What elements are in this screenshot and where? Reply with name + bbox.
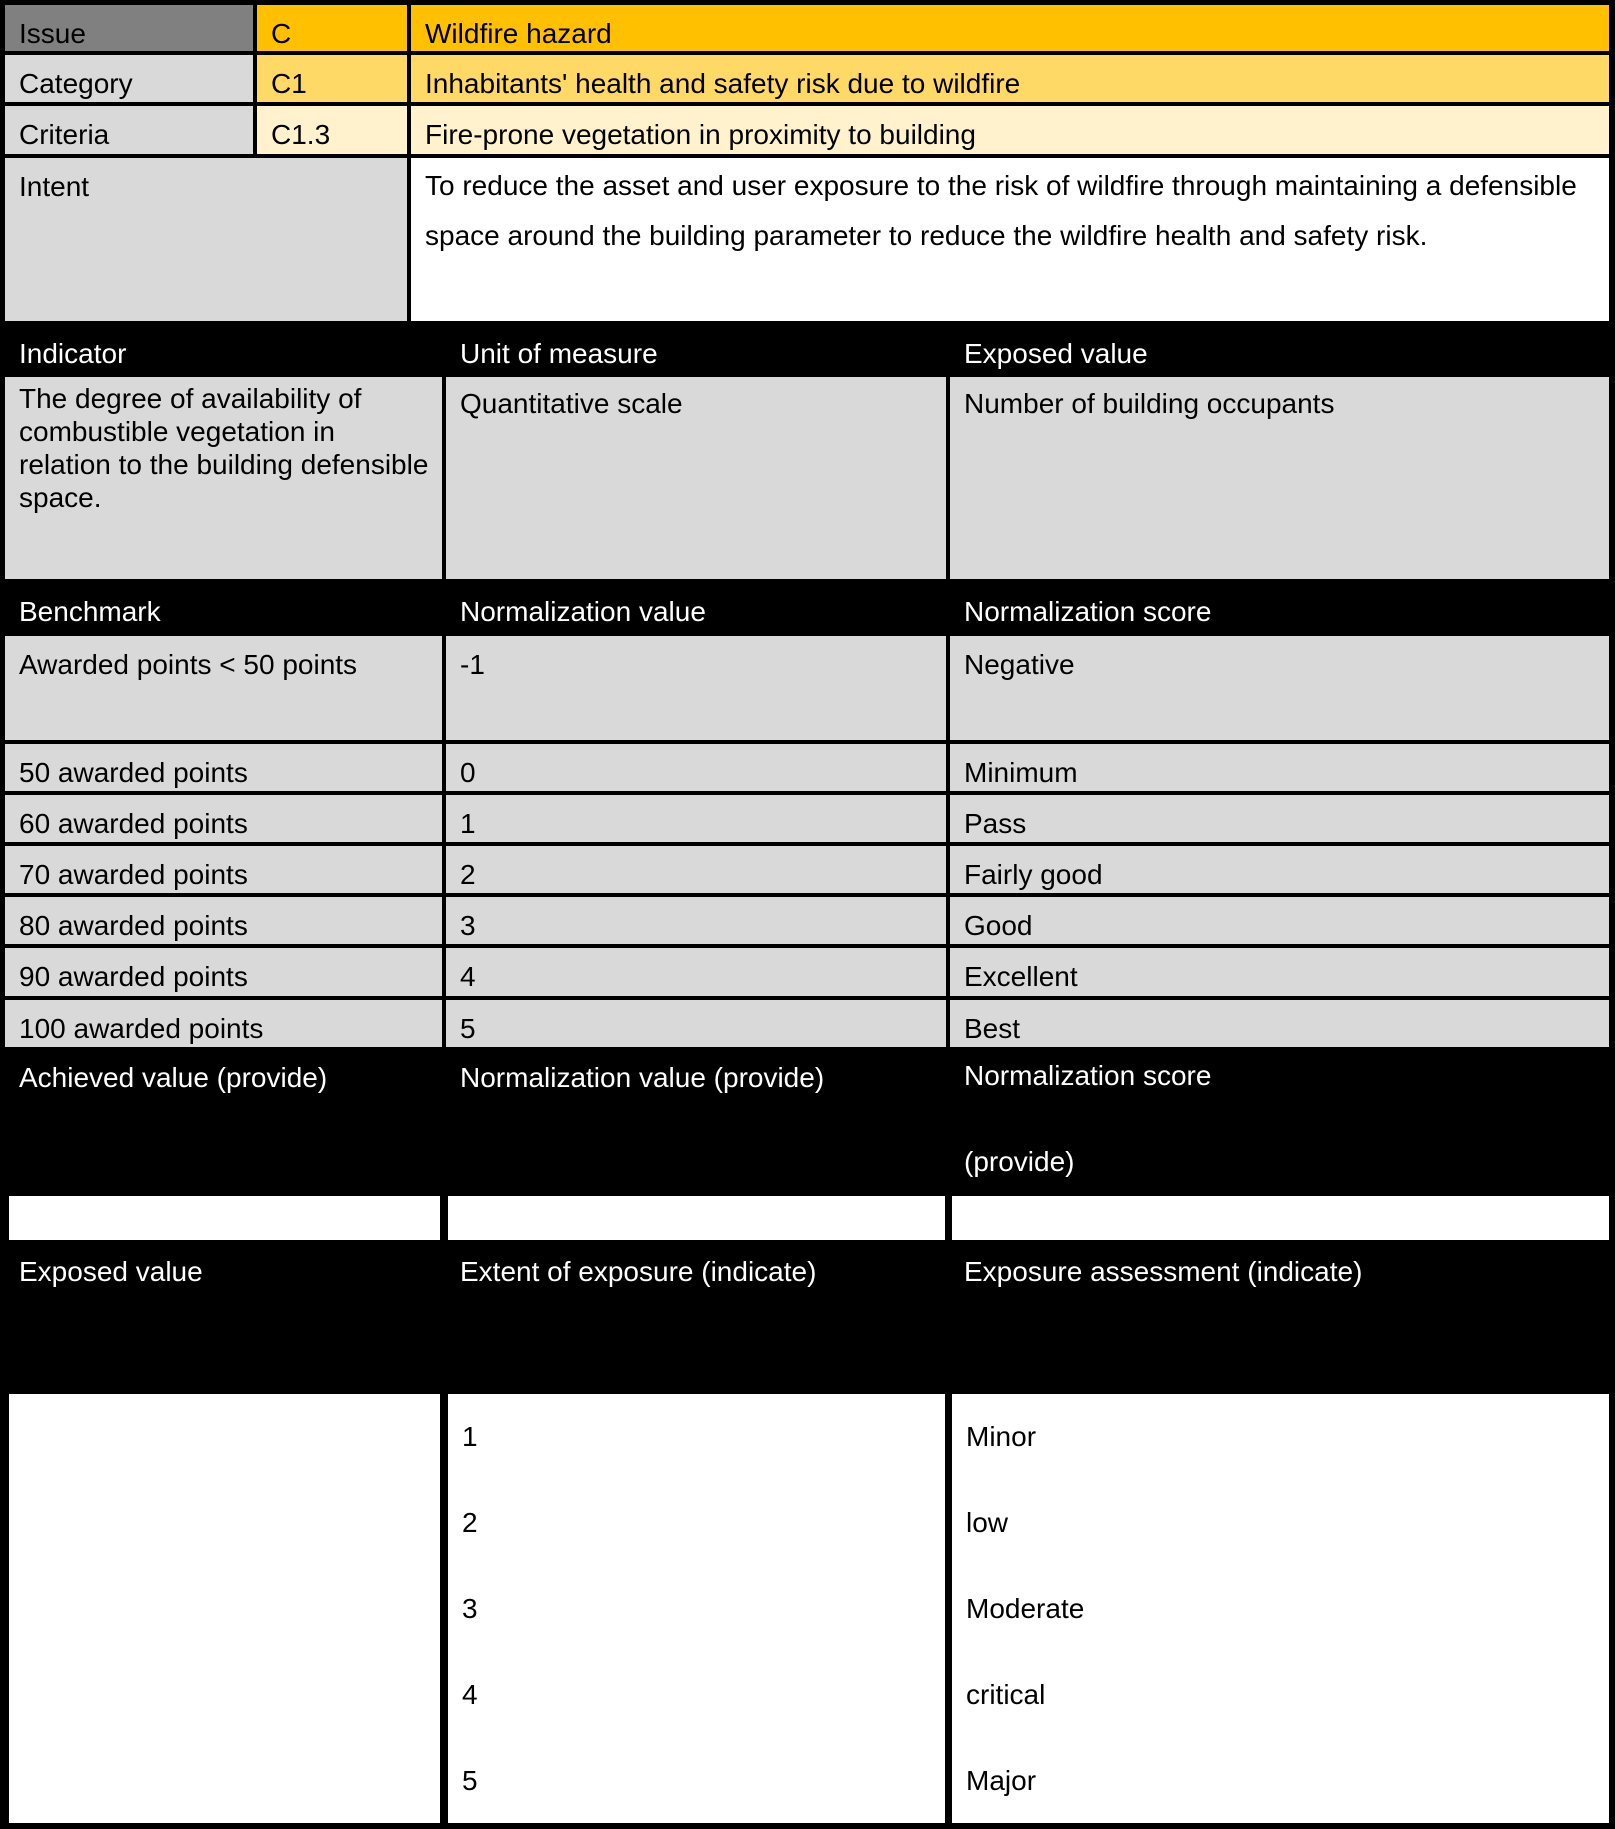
- benchmark-row-3-score: Fairly good: [950, 846, 1609, 893]
- benchmark-header: Benchmark: [5, 583, 442, 633]
- intent-label: Intent: [5, 158, 407, 321]
- criteria-code: C1.3: [257, 106, 407, 154]
- benchmark-row-1-score: Minimum: [950, 744, 1609, 791]
- achieved-normalization-value-header: Normalization value (provide): [446, 1049, 946, 1192]
- unit-of-measure-value: Quantitative scale: [446, 377, 946, 579]
- extent-item[interactable]: 1: [462, 1421, 478, 1452]
- exposure-exposed-value-input[interactable]: [9, 1394, 440, 1823]
- benchmark-row-0-score: Negative: [950, 636, 1609, 740]
- assessment-item[interactable]: Moderate: [966, 1593, 1085, 1624]
- benchmark-row-0-points: Awarded points < 50 points: [5, 636, 442, 740]
- benchmark-row-6-value: 5: [446, 1000, 946, 1047]
- benchmark-row-2-value: 1: [446, 795, 946, 842]
- achieved-value-header: Achieved value (provide): [5, 1049, 442, 1192]
- benchmark-row-4-points: 80 awarded points: [5, 897, 442, 944]
- benchmark-row-4-value: 3: [446, 897, 946, 944]
- issue-label: Issue: [5, 5, 253, 51]
- extent-item[interactable]: 2: [462, 1507, 478, 1538]
- achieved-value-input[interactable]: [9, 1196, 440, 1240]
- benchmark-row-2-score: Pass: [950, 795, 1609, 842]
- benchmark-row-6-score: Best: [950, 1000, 1609, 1047]
- exposed-value-header: Exposed value: [950, 325, 1609, 375]
- criteria-label: Criteria: [5, 106, 253, 154]
- benchmark-row-0-value: -1: [446, 636, 946, 740]
- extent-item[interactable]: 4: [462, 1679, 478, 1710]
- benchmark-row-3-value: 2: [446, 846, 946, 893]
- assessment-item[interactable]: low: [966, 1507, 1009, 1538]
- indicator-value: The degree of availability of combustible vegetation in relation to the building defensible space.: [5, 377, 442, 579]
- benchmark-row-5-value: 4: [446, 948, 946, 996]
- extent-of-exposure-list: [448, 1394, 945, 1823]
- extent-item[interactable]: 3: [462, 1593, 478, 1624]
- unit-of-measure-header: Unit of measure: [446, 325, 946, 375]
- benchmark-row-5-score: Excellent: [950, 948, 1609, 996]
- achieved-normalization-value-input[interactable]: [448, 1196, 945, 1240]
- benchmark-row-1-value: 0: [446, 744, 946, 791]
- assessment-item[interactable]: Minor: [966, 1421, 1037, 1452]
- exposure-assessment-list: [952, 1394, 1609, 1823]
- extent-item[interactable]: 5: [462, 1765, 478, 1796]
- achieved-normalization-score-input[interactable]: [952, 1196, 1609, 1240]
- criteria-value: Fire-prone vegetation in proximity to building: [411, 106, 1609, 154]
- exposure-assessment-header: Exposure assessment (indicate): [950, 1243, 1609, 1391]
- benchmark-row-5-points: 90 awarded points: [5, 948, 442, 996]
- benchmark-row-1-points: 50 awarded points: [5, 744, 442, 791]
- category-code: C1: [257, 55, 407, 102]
- benchmark-row-3-points: 70 awarded points: [5, 846, 442, 893]
- exposure-exposed-value-header: Exposed value: [5, 1243, 442, 1391]
- indicator-header: Indicator: [5, 325, 442, 375]
- normalization-score-header: Normalization score: [950, 583, 1609, 633]
- intent-text: To reduce the asset and user exposure to the risk of wildfire through maintaining a defensible space around the building parameter to reduce the wildfire health and safety risk.: [411, 158, 1609, 321]
- benchmark-row-6-points: 100 awarded points: [5, 1000, 442, 1047]
- extent-of-exposure-header: Extent of exposure (indicate): [446, 1243, 946, 1391]
- assessment-item[interactable]: critical: [966, 1679, 1046, 1710]
- assessment-item[interactable]: Major: [966, 1765, 1037, 1796]
- normalization-value-header: Normalization value: [446, 583, 946, 633]
- exposed-value-value: Number of building occupants: [950, 377, 1609, 579]
- issue-code: C: [257, 5, 407, 51]
- achieved-normalization-score-header: Normalization score (provide): [950, 1049, 1609, 1192]
- benchmark-row-2-points: 60 awarded points: [5, 795, 442, 842]
- category-value: Inhabitants' health and safety risk due to wildfire: [411, 55, 1609, 102]
- category-label: Category: [5, 55, 253, 102]
- benchmark-row-4-score: Good: [950, 897, 1609, 944]
- issue-value: Wildfire hazard: [411, 5, 1609, 51]
